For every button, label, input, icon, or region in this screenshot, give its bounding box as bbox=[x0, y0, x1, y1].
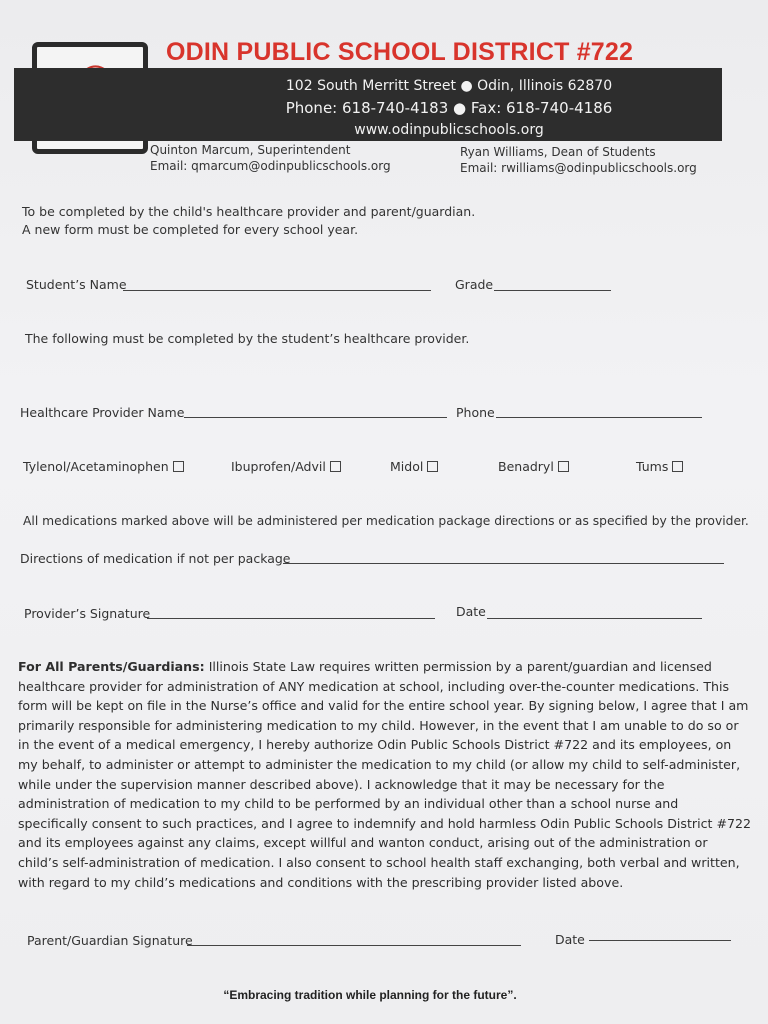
address: 102 South Merritt Street ● Odin, Illinois 62870 bbox=[285, 78, 613, 94]
district-title: ODIN PUBLIC SCHOOL DISTRICT #722 bbox=[166, 38, 634, 66]
provider-date-label: Date bbox=[456, 604, 486, 619]
directions-label: Directions of medication if not per package bbox=[20, 551, 291, 566]
parent-date-field[interactable] bbox=[589, 940, 731, 941]
consent-paragraph bbox=[18, 657, 752, 892]
phone-field[interactable] bbox=[496, 417, 702, 418]
dean-contact bbox=[460, 144, 697, 176]
tylenol-label: Tylenol/Acetaminophen bbox=[23, 459, 169, 474]
superintendent-contact bbox=[150, 142, 391, 174]
midol-checkbox[interactable] bbox=[427, 461, 438, 472]
dean-name: Ryan Williams, Dean of Students bbox=[460, 145, 656, 159]
midol-label: Midol bbox=[390, 459, 424, 474]
ibuprofen-option[interactable] bbox=[231, 459, 341, 474]
phone-label: Phone bbox=[456, 405, 495, 420]
dean-email: Email: rwilliams@odinpublicschools.org bbox=[460, 161, 697, 175]
grade-field[interactable] bbox=[494, 290, 611, 291]
footer-motto: “Embracing tradition while planning for the future”. bbox=[223, 988, 517, 1002]
consent-heading: For All Parents/Guardians: bbox=[18, 659, 205, 674]
intro-line-1: To be completed by the child's healthcare provider and parent/guardian. bbox=[22, 204, 476, 219]
phone-fax: Phone: 618-740-4183 ● Fax: 618-740-4186 bbox=[285, 99, 613, 117]
tylenol-option[interactable] bbox=[23, 459, 184, 474]
provider-note: The following must be completed by the student’s healthcare provider. bbox=[25, 331, 470, 346]
tums-checkbox[interactable] bbox=[672, 461, 683, 472]
parent-signature-label: Parent/Guardian Signature bbox=[27, 933, 193, 948]
provider-name-label: Healthcare Provider Name bbox=[20, 405, 185, 420]
benadryl-label: Benadryl bbox=[498, 459, 554, 474]
provider-date-field[interactable] bbox=[487, 618, 702, 619]
medication-note: All medications marked above will be administered per medication package directions or as specified by the provider. bbox=[23, 514, 749, 528]
superintendent-email: Email: qmarcum@odinpublicschools.org bbox=[150, 159, 391, 173]
intro-line-2: A new form must be completed for every school year. bbox=[22, 222, 359, 237]
parent-date-label: Date bbox=[555, 932, 585, 947]
tylenol-checkbox[interactable] bbox=[173, 461, 184, 472]
tums-label: Tums bbox=[636, 459, 669, 474]
website: www.odinpublicschools.org bbox=[354, 122, 544, 138]
provider-name-field[interactable] bbox=[184, 417, 447, 418]
ibuprofen-label: Ibuprofen/Advil bbox=[231, 459, 326, 474]
grade-label: Grade bbox=[455, 277, 494, 292]
midol-option[interactable] bbox=[390, 459, 438, 474]
superintendent-name: Quinton Marcum, Superintendent bbox=[150, 143, 351, 157]
benadryl-option[interactable] bbox=[498, 459, 569, 474]
tums-option[interactable] bbox=[636, 459, 683, 474]
student-name-field[interactable] bbox=[123, 290, 431, 291]
student-name-label: Student’s Name bbox=[26, 277, 127, 292]
parent-signature-field[interactable] bbox=[187, 945, 521, 946]
directions-field[interactable] bbox=[283, 563, 724, 564]
benadryl-checkbox[interactable] bbox=[558, 461, 569, 472]
ibuprofen-checkbox[interactable] bbox=[330, 461, 341, 472]
provider-signature-field[interactable] bbox=[147, 618, 435, 619]
consent-body: Illinois State Law requires written permission by a parent/guardian and licensed healthcare provider for administration of ANY medication at school, including over-the-counter medications. This form will be kept on file in the Nurse’s office and valid for the entire school year. By signing below, I agree that I am primarily responsible for administering medication to my child. However, in the event that I am unable to do so or in the event of a medical emergency, I hereby authorize Odin Public Schools District #722 and its employees, on my behalf, to administer or attempt to administer the medication to my child (or allow my child to self-administer, while under the supervision manner described above). I acknowledge that it may be necessary for the administration of medication to my child to be performed by an individual other than a school nurse and specifically consent to such practices, and I agree to indemnify and hold harmless Odin Public Schools District #722 and its employees against any claims, except willful and wanton conduct, arising out of the administration or child’s self-administration of medication. I also consent to school health staff exchanging, both verbal and written, with regard to my child’s medications and conditions with the prescribing provider listed above. bbox=[18, 659, 752, 890]
provider-signature-label: Provider’s Signature bbox=[24, 606, 151, 621]
contact-banner bbox=[14, 68, 722, 141]
